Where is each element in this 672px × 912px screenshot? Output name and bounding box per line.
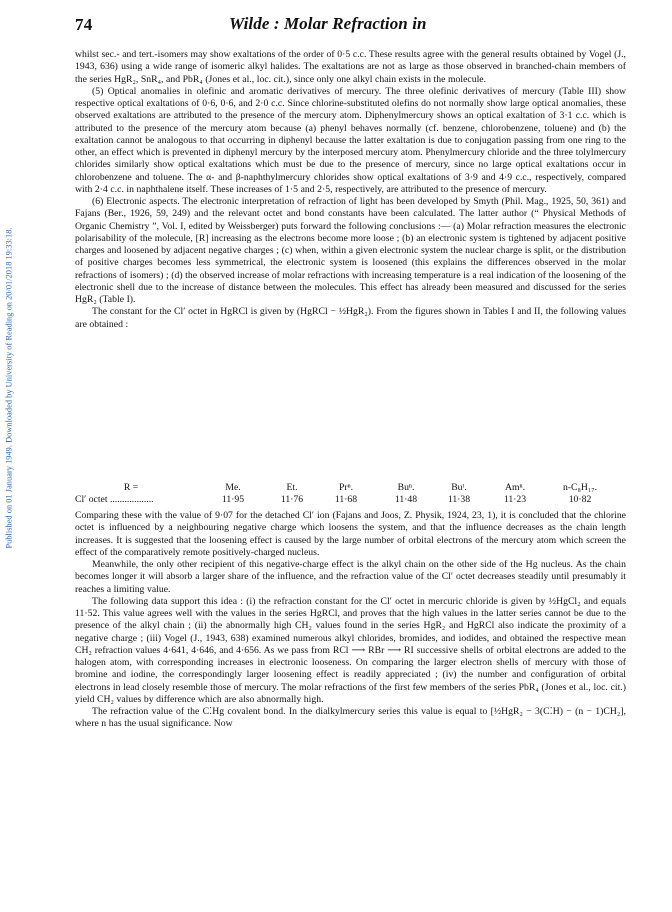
- paragraph: (6) Electronic aspects. The electronic interpretation of refraction of light has been developed by Smyth (Phil. Mag., 1925, 50, 361) and Fajans (Ber., 1926, 59, 249) and the relevant octet and bond constants have been calculated. The latter author (“ Physical Methods of Organic Chemistry ”, Vol. I, edited by Weissberger) puts forward the following conclusions :— (a) Molar refraction measures the electronic polarisability of the molecule, [R] increasing as the electrons become more loose ; (b) an electronic system is tightened by adjacent positive charges and loosened by adjacent negative charges ; (c) when, within a given electronic system the nuclear charge is split, or the distribution of positive charges becomes less symmetrical, the electronic system is loosened (this explains the differences observed in the molar refractions of isomers) ; (d) the observed increase of molar refractions with increasing temperature is a real indication of the loosening of the electronic shell due to the increase of distance between the molecules. This effect has already been measured and discussed for the series HgR₂ (Table I).: [75, 196, 626, 305]
- page-number: 74: [75, 15, 93, 34]
- body-text-top: [75, 49, 626, 331]
- table-row-label: Cl′ octet ..................: [75, 494, 154, 505]
- paragraph: whilst sec.- and tert.-isomers may show exaltations of the order of 0·5 c.c. These results agree with the general results obtained by Vogel (J., 1943, 636) using a wide range of isomeric alkyl halides. The exaltations are not as large as those observed in branched-chain members of the series HgR₂, SnR₄, and PbR₄ (Jones et al., loc. cit.), since only one alkyl chain exists in the molecule.: [75, 49, 626, 85]
- page-header: [75, 14, 626, 36]
- octet-table: [75, 482, 626, 506]
- table-cell: 11·95: [221, 494, 245, 505]
- paragraph: The following data support this idea : (i) the refraction constant for the Cl′ octet in mercuric chloride is given by ½HgCl₂ and equals 11·52. This value agrees well with the values in the series HgRCl, and proves that the high values in the latter series cannot be due to the presence of the alkyl chain ; (ii) the abnormally high CH₂ values found in the series HgR₂ and HgRCl also indicate the proximity of a negative charge ; (iii) Vogel (J., 1943, 638) examined numerous alkyl chlorides, bromides, and iodides, and obtained the respective mean CH₂ refraction values 4·641, 4·646, and 4·656. As we pass from RCl ⟶ RBr ⟶ RI successive shells of orbital electrons are added to the halogen atom, with corresponding increases in electronic looseness. On comparing the larger electron shells of mercury with those of bromine and iodine, the correspondingly larger loosening effect is readily appreciated ; (iv) the number and configuration of orbital electrons in lead closely resemble those of mercury. The molar refractions of the first few members of the series PbR₄ (Jones et al., loc. cit.) yield CH₂ values by difference which are also abnormally high.: [75, 595, 626, 705]
- table-header-cell: [75, 482, 187, 493]
- paragraph: The refraction value of the C⁚Hg covalent bond. In the dialkylmercury series this value is equal to [½HgR₂ − 3(C⁚H) − (n − 1)CH₂], where n has the usual significance. Now: [75, 706, 626, 730]
- table-row: [75, 494, 626, 506]
- table-header-cell: Amⁿ.: [504, 482, 525, 493]
- publisher-note-text: Published on 01 January 1949. Downloaded by University of Reading on 20/01/2018 19:33:18.: [4, 227, 14, 549]
- publisher-note: [1, 128, 17, 648]
- paragraph: The constant for the Cl′ octet in HgRCl is given by (HgRCl − ½HgR₂). From the figures shown in Tables I and II, the following values are obtained :: [75, 306, 626, 330]
- table-cell: 11·68: [334, 494, 358, 505]
- table-header-cell: Me.: [225, 482, 241, 493]
- paragraph: Comparing these with the value of 9·07 for the detached Cl′ ion (Fajans and Joos, Z. Physik, 1924, 23, 1), it is concluded that the chlorine octet is influenced by a neighbouring negative charge which loosens the system, and that the influence decreases as the chain length increases. It is suggested that the loosening effect is caused by the large number of orbital electrons of the mercury atom which screen the effect of the comparatively remote positively-charged nucleus.: [75, 510, 626, 558]
- table-cell: 11·38: [447, 494, 471, 505]
- table-header-cell: Et.: [286, 482, 298, 493]
- paragraph: Meanwhile, the only other recipient of this negative-charge effect is the alkyl chain on the other side of the Hg nucleus. As the chain becomes longer it will absorb a larger share of the influence, and the refraction value of the Cl′ octet decreases steadily until presumably it reaches a limiting value.: [75, 559, 626, 595]
- table-cell: 11·23: [503, 494, 527, 505]
- table-header-cell: n-C₈H₁₇.: [562, 482, 598, 493]
- table-header-row: [75, 482, 626, 494]
- table-cell: 11·76: [280, 494, 304, 505]
- body-text-bottom: [75, 510, 626, 731]
- table-cell: 10·82: [568, 494, 592, 505]
- table-header-cell: Buᵗ.: [451, 482, 467, 493]
- table-cell: 11·48: [394, 494, 418, 505]
- table-header-cell: Buⁿ.: [397, 482, 415, 493]
- table-header-cell: Prⁿ.: [338, 482, 354, 493]
- running-title: Wilde : Molar Refraction in: [229, 14, 427, 33]
- row-header: R =: [123, 482, 139, 493]
- paragraph: (5) Optical anomalies in olefinic and aromatic derivatives of mercury. The three olefinic derivatives of mercury (Table III) show respective optical exaltations of 0·6, 0·6, and 2·0 c.c. Since chlorine-substituted olefins do not normally show large optical anomalies, these observed exaltations are attributed to the presence of the mercury atom. Diphenylmercury shows an optical exaltation of 3·1 c.c. which is attributed to the presence of the mercury atom because (a) phenyl behaves normally (cf. benzene, chlorobenzene, toluene) and (b) the exaltation cannot be analogous to that occurring in diphenyl because the latter exaltation is due to conjugation passing from one ring to the other, an effect which is prevented in diphenyl mercury by the interposed mercury atom. Phenylmercury chloride and the three tolylmercury chlorides similarly show optical exaltations which must be due to the presence of mercury, since no large optical exaltations occur in chlorobenzene and toluene. The α- and β-naphthylmercury chlorides show optical exaltations of 3·9 and 4·9 c.c., respectively, compared with 2·4 c.c. in naphthalene itself. These increases of 1·5 and 2·5, respectively, are attributed to the presence of mercury.: [75, 85, 626, 195]
